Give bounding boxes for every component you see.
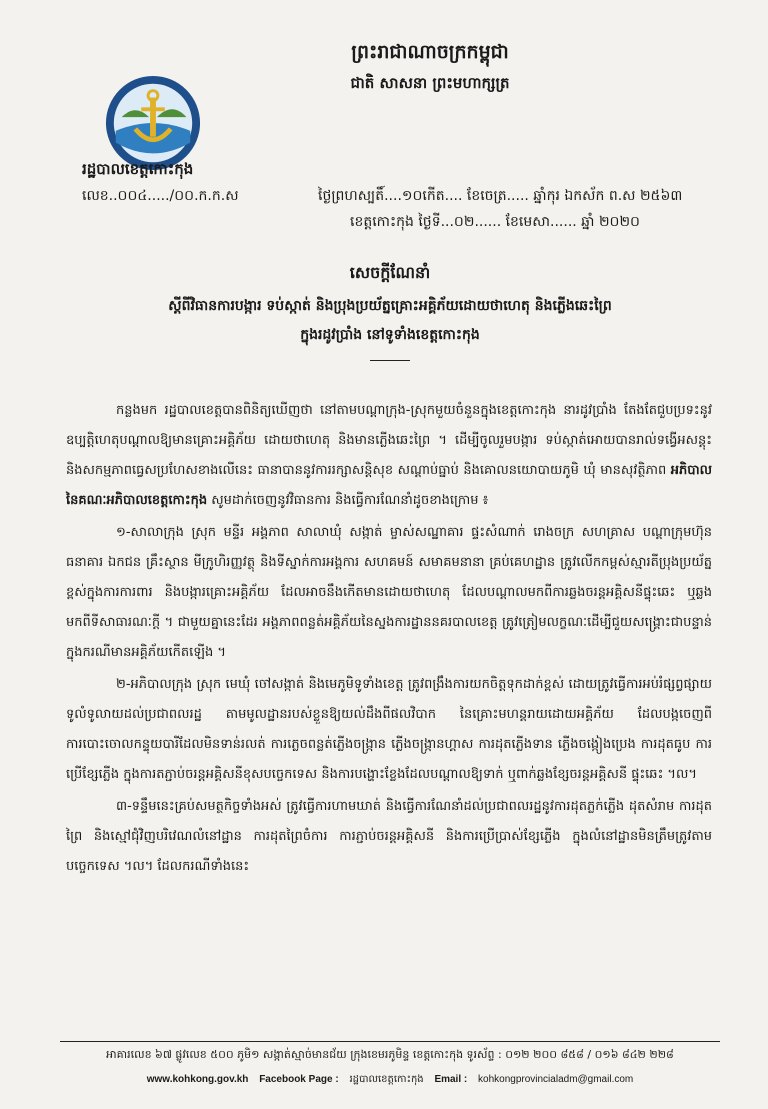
facebook-page-link[interactable]: រដ្ឋបាលខេត្តកោះកុង <box>349 1074 424 1085</box>
title-divider <box>370 360 410 361</box>
footer-contacts <box>60 1072 720 1087</box>
kingdom-header <box>300 40 560 96</box>
intro-bold-authority: អភិបាល នៃគណៈអភិបាលខេត្តកោះកុង <box>66 463 712 508</box>
solar-date: ខេត្តកោះកុង ថ្ងៃទី...០២...... ខែមេសា...... ឆ្នាំ ២០២០ <box>350 214 640 230</box>
national-motto: ជាតិ សាសនា ព្រះមហាក្សត្រ <box>350 74 510 92</box>
subject-line-1: ស្តីពីវិធានការបង្ការ ទប់ស្កាត់ និងប្រុងប្រយ័ត្នគ្រោះអគ្គិភ័យដោយថាហេតុ និងភ្លើងឆេះព្រៃ <box>168 298 612 314</box>
intro-paragraph: កន្លងមក រដ្ឋបាលខេត្តបានពិនិត្យឃើញថា នៅតាមបណ្តាក្រុង-ស្រុកមួយចំនួនក្នុងខេត្តកោះកុង នារដូវប្រាំង តែងតែជួបប្រទះនូវឧប្បត្តិហេតុបណ្តាលឱ្យមានគ្រោះអគ្គិភ័យ ដោយថាហេតុ និងមានភ្លើងឆេះព្រៃ ។ ដើម្បីចូលរួមបង្ការ ទប់ស្កាត់អោយបានរាល់ទង្វើអសន្តុះ និងសកម្មភាពធ្វេសប្រហែសខាងលើនេះ ធានាបាននូវការរក្សាសន្តិសុខ សណ្តាប់ធ្នាប់ និងគោលនយោបាយភូមិ ឃុំ មានសុវត្ថិភាព អភិបាល នៃគណៈអភិបាលខេត្តកោះកុង សូមដាក់ចេញនូវវិធានការ និងធ្វើការណែនាំដូចខាងក្រោម ៖ <box>66 403 712 508</box>
kingdom-name: ព្រះរាជាណាចក្រកម្ពុជា <box>351 41 509 63</box>
website-link[interactable]: www.kohkong.gov.kh <box>146 1074 249 1085</box>
subject-line-2: ក្នុងរដូវប្រាំង នៅទូទាំងខេត្តកោះកុង <box>300 327 480 343</box>
email-link[interactable]: kohkongprovincialadm@gmail.com <box>478 1074 634 1085</box>
sender-admin-name: រដ្ឋបាលខេត្តកោះកុង <box>82 160 194 178</box>
page-footer <box>60 1041 720 1087</box>
instruction-item-2: ២-អភិបាលក្រុង ស្រុក មេឃុំ ចៅសង្កាត់ និងមេភូមិទូទាំងខេត្ត ត្រូវពង្រឹងការយកចិត្តទុកដាក់ខ្ពស់ ដោយត្រូវធ្វើការអប់រំផ្សព្វផ្សាយទូលំទូលាយដល់ប្រជាពលរដ្ឋ តាមមូលដ្ឋានរបស់ខ្លួនឱ្យយល់ដឹងពីផលវិបាក នៃគ្រោះមហន្តរាយដោយអគ្គិភ័យ ដែលបង្កចេញពីការបោះចោលកន្ទុយបារីដែលមិនទាន់រលត់ ការភ្លេចពន្លត់ភ្លើងចង្ក្រាន ភ្លើងចង្ក្រានហ្គាស ការដុតភ្លើងទាន ភ្លើងចង្កៀងប្រេង ការដុតធូប ការប្រើខ្សែភ្លើង ក្នុងការតភ្ជាប់ចរន្តអគ្គិសនីខុសបច្ចេកទេស និងការបង្ហោះខ្លែងដែលបណ្តាលឱ្យទាក់ ឬពាក់ឆ្លងខ្សែចរន្តអគ្គិសនី ផ្ទុះឆេះ ។ល។ <box>66 677 712 782</box>
instruction-item-3: ៣-ទន្ទឹមនេះគ្រប់សមត្ថកិច្ចទាំងអស់ ត្រូវធ្វើការហាមឃាត់ និងធ្វើការណែនាំដល់ប្រជាពលរដ្ឋនូវការដុតភ្លក់ភ្លើង ដុតសំរាម ការដុតព្រៃ និងស្មៅជុំវិញបរិវេណលំនៅដ្ឋាន ការដុតព្រៃចំការ ការភ្ជាប់ចរន្តអគ្គិសនី និងការប្រើប្រាស់ខ្សែភ្លើង ក្នុងលំនៅដ្ឋានមិនត្រឹមត្រូវតាមបច្ចេកទេស ។ល។ ដែលករណីទាំងនេះ <box>66 799 712 874</box>
instruction-item-1: ១-សាលាក្រុង ស្រុក មន្ទីរ អង្គភាព សាលាឃុំ សង្កាត់ ម្ចាស់សណ្ឋាគារ ផ្ទះសំណាក់ រោងចក្រ សហគ្រាស បណ្តាក្រុមហ៊ុន ធនាគារ ឯកជន គ្រឹះស្ថាន មីក្រូហិរញ្ញវត្ថុ និងទីស្នាក់ការអង្គការ សហគមន៍ សមាគមនានា គ្រប់គេហដ្ឋាន ត្រូវលើកកម្ពស់ស្មារតីប្រុងប្រយ័ត្នខ្ពស់ក្នុងការការពារ និងបង្ការគ្រោះអគ្គិភ័យ ដែលអាចនឹងកើតមានដោយថាហេតុ ដែលបណ្តាលមកពីការឆ្លងចរន្តអគ្គិសនីផ្ទុះឆេះ ឬឆ្លងមកពីទីសាធារណៈក្តី ។ ជាមួយគ្នានេះដែរ អង្គភាពពន្លត់អគ្គិភ័យនៃស្នងការដ្ឋាននគរបាលខេត្ត ត្រូវត្រៀមលក្ខណៈដើម្បីជួយសង្គ្រោះជាបន្ទាន់ ក្នុងករណីមានអគ្គិភ័យកើតឡើង ។ <box>66 525 712 660</box>
provincial-seal-icon <box>104 74 202 172</box>
email-label: Email : <box>434 1074 468 1085</box>
facebook-label: Facebook Page : <box>259 1074 339 1085</box>
document-type: សេចក្តីណែនាំ <box>349 263 431 282</box>
footer-address: អាគារលេខ ៦៧ ផ្លូវលេខ ៥០០ ភូមិ១ សង្កាត់ស្មាច់មានជ័យ ក្រុងខេមរភូមិន្ទ ខេត្តកោះកុង ទូរស័ព្ទ : ០១២ ២០០ ៨៥៨ / ០១៦ ៨៤២ ២២៨ <box>106 1048 674 1061</box>
document-body <box>66 396 712 884</box>
document-title-block <box>90 262 690 361</box>
reference-number: លេខ..០០៤...../០០.ក.ក.ស <box>82 188 239 204</box>
lunar-date: ថ្ងៃព្រហស្បតិ៍....១០កើត.... ខែចេត្រ..... ឆ្នាំកុរ ឯកស័ក ព.ស ២៥៦៣ <box>318 188 683 204</box>
